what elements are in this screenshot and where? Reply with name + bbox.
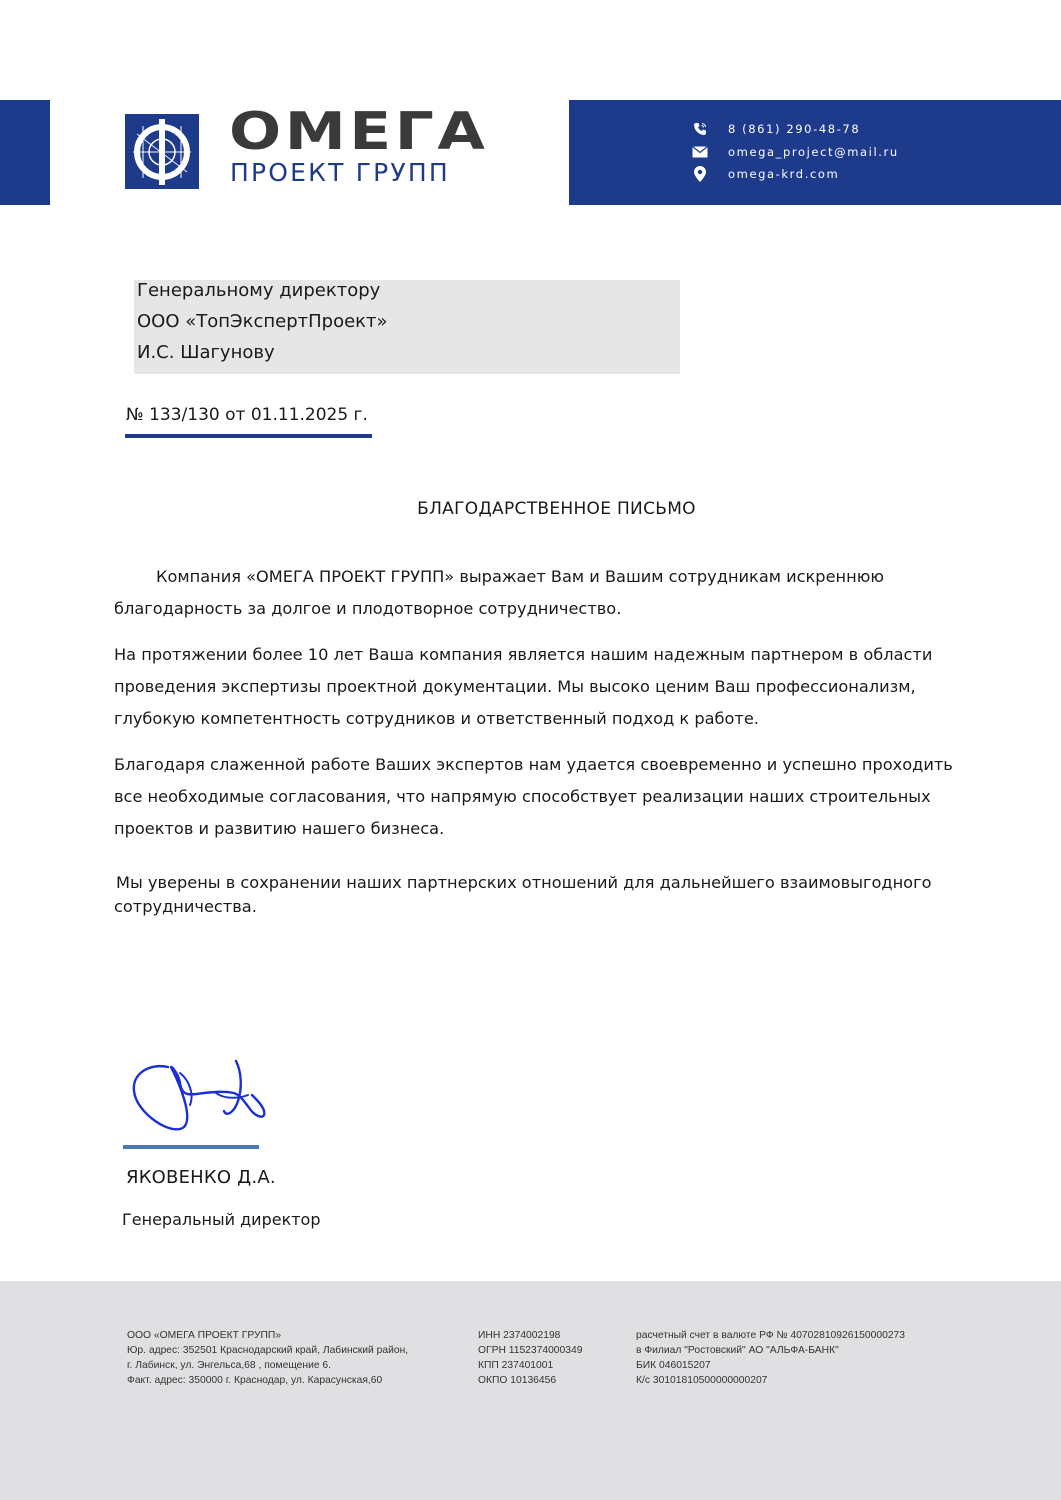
body-text-line: проектов и развитию нашего бизнеса. bbox=[114, 819, 445, 838]
handwritten-signature bbox=[120, 1055, 280, 1140]
phone-icon bbox=[692, 121, 708, 137]
body-text-line: Мы уверены в сохранении наших партнерских отношений для дальнейшего взаимовыгодного bbox=[116, 873, 932, 892]
footer-text-line: г. Лабинск, ул. Энгельса,68 , помещение 6. bbox=[127, 1360, 332, 1371]
header-left-bar bbox=[0, 100, 50, 205]
body-text-line: На протяжении более 10 лет Ваша компания является нашим надежным партнером в области bbox=[114, 645, 933, 664]
contact-phone bbox=[692, 120, 860, 138]
footer-text-line: в Филиал "Ростовский" АО "АЛЬФА-БАНК" bbox=[636, 1345, 839, 1356]
contact-email bbox=[692, 143, 899, 161]
footer-text-line: ИНН 2374002198 bbox=[478, 1330, 561, 1341]
contact-website-text: omega-krd.com bbox=[728, 167, 840, 181]
logo-wordmark-subtitle: ПРОЕКТ ГРУПП bbox=[230, 158, 450, 187]
letter-title: БЛАГОДАРСТВЕННОЕ ПИСЬМО bbox=[417, 499, 696, 519]
body-paragraph-4 bbox=[114, 873, 994, 921]
body-paragraph-3 bbox=[114, 755, 994, 851]
reference-underline bbox=[125, 434, 372, 438]
body-text-line: Благодаря слаженной работе Ваших экспертов нам удается своевременно и успешно проходить bbox=[114, 755, 953, 774]
contact-email-text: omega_project@mail.ru bbox=[728, 145, 899, 159]
footer-text-line: расчетный счет в валюте РФ № 40702810926150000273 bbox=[636, 1330, 905, 1341]
signer-name: ЯКОВЕНКО Д.А. bbox=[126, 1167, 276, 1188]
contact-website bbox=[692, 165, 839, 183]
body-paragraph-1 bbox=[114, 567, 994, 631]
footer-text-line: К/с 30101810500000000207 bbox=[636, 1375, 768, 1386]
footer-text-line: ОГРН 1152374000349 bbox=[478, 1345, 583, 1356]
body-text-line: благодарность за долгое и плодотворное сотрудничество. bbox=[114, 599, 622, 618]
footer-company-address bbox=[127, 1328, 408, 1388]
contact-phone-text: 8 (861) 290-48-78 bbox=[728, 122, 861, 136]
footer-registration-codes bbox=[478, 1328, 582, 1388]
mail-icon bbox=[692, 144, 708, 160]
body-paragraph-2 bbox=[114, 645, 994, 741]
addressee-company: ООО «ТопЭкспертПроект» bbox=[137, 311, 388, 332]
body-text-line: Компания «ОМЕГА ПРОЕКТ ГРУПП» выражает Вам и Вашим сотрудникам искреннюю bbox=[156, 567, 884, 586]
footer-text-line: ОКПО 10136456 bbox=[478, 1375, 557, 1386]
body-text-line: глубокую компетентность сотрудников и ответственный подход к работе. bbox=[114, 709, 759, 728]
addressee-name: И.С. Шагунову bbox=[137, 342, 275, 363]
omega-logo-icon bbox=[125, 114, 199, 189]
footer-text-line: Факт. адрес: 350000 г. Краснодар, ул. Карасунская,60 bbox=[127, 1375, 383, 1386]
footer-text-line: КПП 237401001 bbox=[478, 1360, 554, 1371]
letter-reference-number: № 133/130 от 01.11.2025 г. bbox=[126, 405, 368, 425]
signature-underline bbox=[123, 1145, 259, 1149]
signer-position: Генеральный директор bbox=[122, 1210, 321, 1229]
footer-bank-details bbox=[636, 1328, 905, 1388]
location-pin-icon bbox=[692, 166, 708, 182]
footer-text-line: Юр. адрес: 352501 Краснодарский край, Лабинский район, bbox=[127, 1345, 409, 1356]
logo-wordmark-title: ОМЕГА bbox=[229, 102, 489, 162]
body-text-line: сотрудничества. bbox=[114, 897, 257, 916]
addressee-position: Генеральному директору bbox=[137, 280, 381, 301]
footer-text-line: ООО «ОМЕГА ПРОЕКТ ГРУПП» bbox=[127, 1330, 282, 1341]
body-text-line: все необходимые согласования, что напрямую способствует реализации наших строительных bbox=[114, 787, 931, 806]
body-text-line: проведения экспертизы проектной документации. Мы высоко ценим Ваш профессионализм, bbox=[114, 677, 916, 696]
footer-requisites-panel bbox=[0, 1281, 1061, 1500]
footer-text-line: БИК 046015207 bbox=[636, 1360, 711, 1371]
